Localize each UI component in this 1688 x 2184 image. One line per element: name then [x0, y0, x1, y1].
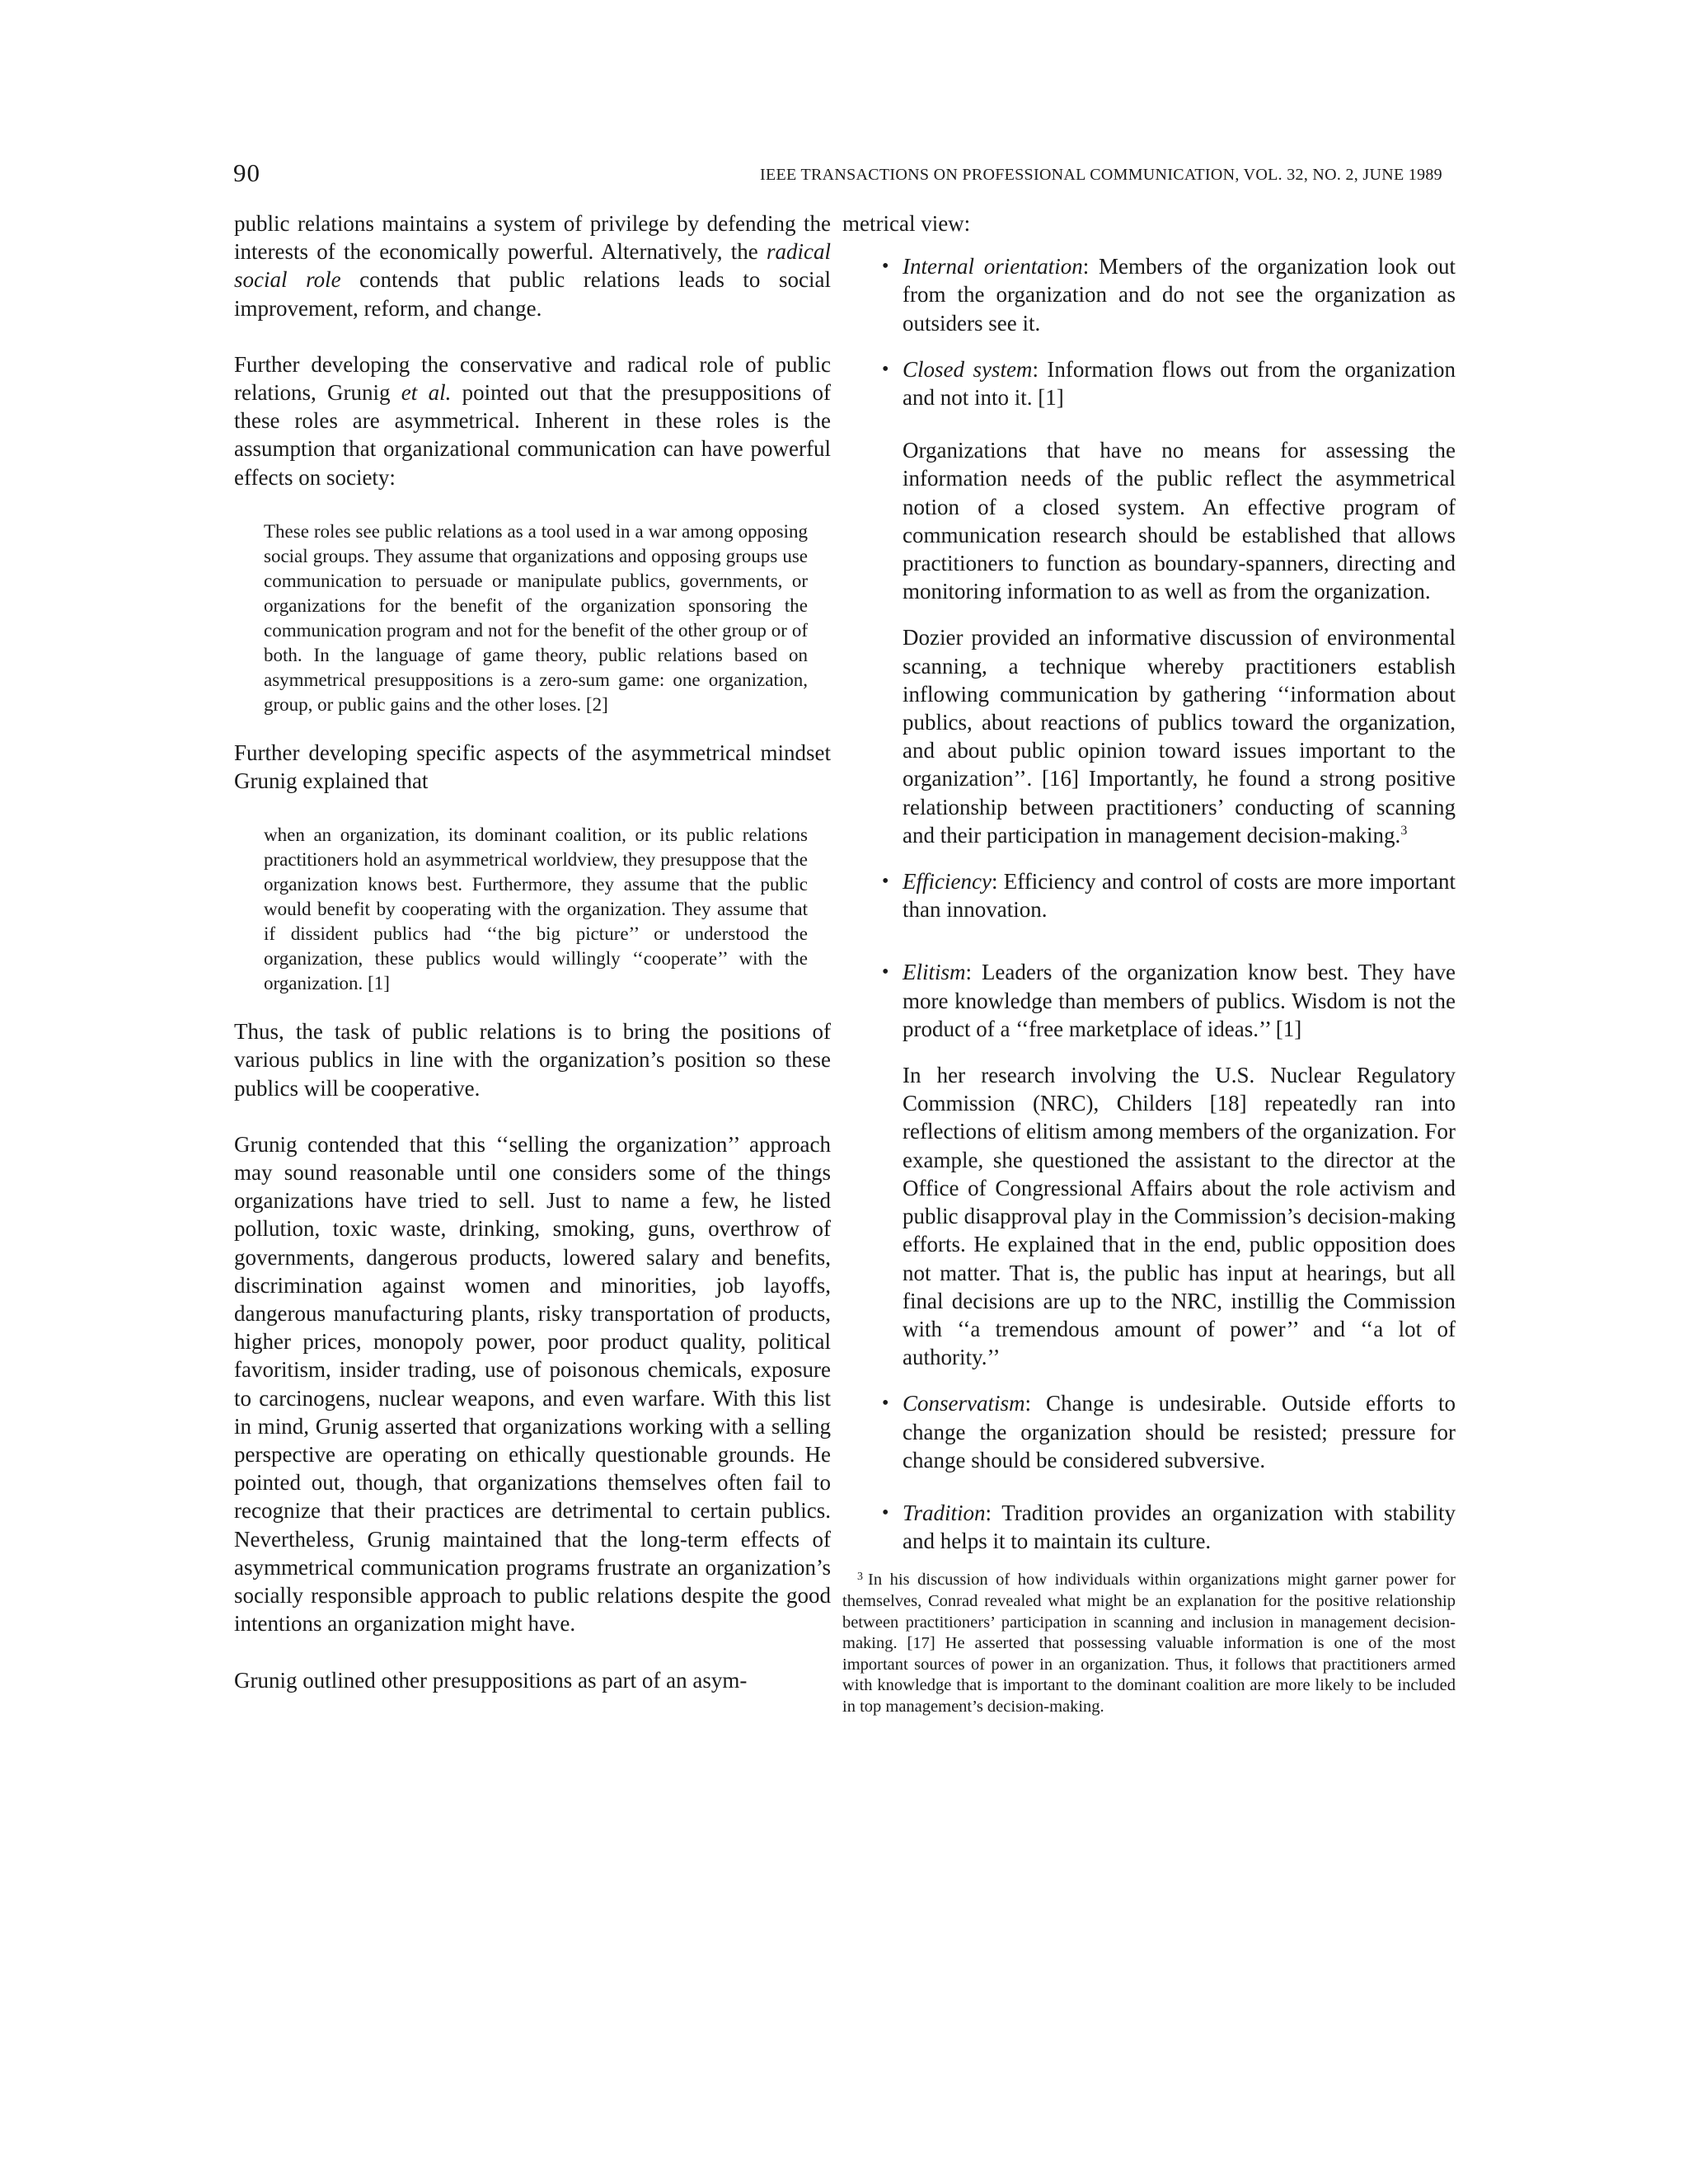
footnote-3	[842, 1566, 1456, 1717]
italic-term: et al.	[401, 380, 452, 406]
footnote-mark: 3	[857, 1571, 863, 1584]
bullet-internal-orientation	[842, 252, 1456, 337]
running-head: IEEE TRANSACTIONS ON PROFESSIONAL COMMUNICATION, VOL. 32, NO. 2, JUNE 1989	[760, 166, 1442, 184]
bullet-elitism	[842, 958, 1456, 1043]
paragraph-selling-organization: Grunig contended that this ‘‘selling the organization’’ approach may sound reasonable until one considers some of the things organizations have tried to sell. Just to name a few, he listed pollution, toxic waste, drinking, smoking, guns, overthrow of governments, dangerous products, lowered salary and benefits, discrimination against women and minorities, job layoffs, dangerous manufacturing plants, risky transportation of products, higher prices, monopoly power, poor product quality, political favoritism, insider trading, use of poisonous chemicals, exposure to carcinogens, nuclear weapons, and even warfare. With this list in mind, Grunig asserted that organizations working with a selling perspective are operating on ethically questionable grounds. He pointed out, though, that organizations themselves often fail to recognize that their practices are detrimental to certain publics. Nevertheless, Grunig maintained that the long-term effects of asymmetrical communication programs frustrate an organization’s socially responsible approach to public relations despite the good intentions an organization might have.	[234, 1131, 831, 1637]
bullet-term: Closed system	[903, 356, 1033, 382]
paragraph-continuation: metrical view:	[842, 211, 971, 236]
paragraph-text: pointed out that the presuppositions of these roles are asymmetrical. Inherent in these roles is the assumption that organizational communication can have powerful effects on society:	[234, 380, 831, 490]
italic-term: radical social role	[234, 239, 831, 293]
paragraph-presuppositions: Grunig outlined other presuppositions as part of an asym-	[234, 1667, 748, 1693]
bullet-term: Internal orientation	[903, 254, 1083, 279]
bullet-term: Tradition	[903, 1500, 986, 1525]
bullet-icon: •	[882, 961, 889, 984]
bullet-term: Efficiency	[903, 869, 992, 895]
bullet-text: : Information flows out from the organization and not into it. [1]	[903, 356, 1456, 411]
paragraph-closed-system: Organizations that have no means for assessing the information needs of the public reflect the asymmetrical notion of a closed system. An effective program of communication research should be established that allows practitioners to function as boundary-spanners, directing and monitoring information to as well as from the organization.	[903, 438, 1456, 604]
paragraph-text: public relations maintains a system of privilege by defending the interests of the economically powerful. Alternatively, the	[234, 211, 831, 265]
bullet-text: : Change is undesirable. Outside efforts to change the organization should be resisted; pressure for change should be considered subversive.	[903, 1391, 1456, 1472]
paragraph-task: Thus, the task of public relations is to bring the positions of various publics in line with the organization’s position so these publics will be cooperative.	[234, 1019, 831, 1101]
paragraph-dozier	[903, 623, 1456, 849]
bullet-icon: •	[882, 256, 889, 278]
paragraph-grunig-roles	[234, 350, 831, 491]
paragraph-asymmetrical-mindset: Further developing specific aspects of the asymmetrical mindset Grunig explained that	[234, 740, 831, 794]
paragraph-text: Dozier provided an informative discussion of environmental scanning, a technique whereby practitioners establish inflowing communication by gathering ‘‘information about publics, about reactions of publics toward the organization, and about public opinion toward issues important to the organization’’. [16] Importantly, he found a strong positive relationship between practitioners’ conducting of scanning and their participation in management decision-making.	[903, 625, 1456, 848]
bullet-text: : Members of the organization look out from the organization and do not see the organization as outsiders see it.	[903, 254, 1456, 336]
right-column	[842, 209, 1456, 1717]
paragraph-text: contends that public relations leads to social improvement, reform, and change.	[234, 267, 831, 321]
paragraph-privilege	[234, 209, 831, 322]
bullet-icon: •	[882, 358, 889, 380]
bullet-term: Elitism	[903, 960, 966, 985]
block-quote-zero-sum: These roles see public relations as a tool used in a war among opposing social groups. They assume that organizations and opposing groups use communication to persuade or manipulate publics, governments, or organizations for the benefit of the organization sponsoring the communication program and not for the benefit of the other group or of both. In the language of game theory, public relations based on asymmetrical presuppositions is a zero-sum game: one organization, group, or public gains and the other loses. [2]	[264, 520, 808, 715]
paragraph-childers: In her research involving the U.S. Nuclear Regulatory Commission (NRC), Childers [18] repeatedly ran into reflections of elitism among members of the organization. For example, she questioned the assistant to the director at the Office of Congressional Affairs about the role activism and public disapproval play in the Commission’s decision-making efforts. He explained that in the end, public opposition does not matter. That is, the public has input at hearings, but all final decisions are up to the NRC, instillig the Commission with ‘‘a tremendous amount of power’’ and ‘‘a lot of authority.’’	[903, 1063, 1456, 1370]
bullet-conservatism	[842, 1389, 1456, 1474]
block-quote-worldview: when an organization, its dominant coalition, or its public relations practitioners hold an asymmetrical worldview, they presuppose that the organization knows best. Furthermore, they assume that the public would benefit by cooperating with the organization. They assume that if dissident publics had ‘‘the big picture’’ or understood the organization, these publics would willingly ‘‘cooperate’’ with the organization. [1]	[264, 824, 808, 994]
bullet-closed-system	[842, 355, 1456, 411]
bullet-text: : Leaders of the organization know best. They have more knowledge than members of publics. Wisdom is not the product of a ‘‘free marketplace of ideas.’’ [1]	[903, 960, 1456, 1041]
paragraph-text: Further developing the conservative and radical role of public relations, Grunig	[234, 351, 831, 406]
bullet-icon: •	[882, 1393, 889, 1415]
left-column	[234, 209, 831, 1722]
footnote-text: In his discussion of how individuals within organizations might garner power for themselves, Conrad revealed what might be an explanation for the positive relationship between practitioners’ participation in scanning and inclusion in management decision-making. [17] He asserted that possessing valuable information is one of the most important sources of power in an organization. Thus, it follows that practitioners armed with knowledge that is important to the dominant coalition are more likely to be included in top management’s decision-making.	[842, 1571, 1456, 1716]
bullet-text: : Efficiency and control of costs are more important than innovation.	[903, 869, 1456, 923]
bullet-tradition	[842, 1499, 1456, 1555]
footnote-reference: 3	[1400, 823, 1408, 838]
bullet-icon: •	[882, 871, 889, 893]
bullet-icon: •	[882, 1501, 889, 1524]
page-number: 90	[233, 158, 260, 187]
bullet-efficiency	[842, 867, 1456, 923]
bullet-term: Conservatism	[903, 1391, 1025, 1416]
bullet-text: : Tradition provides an organization with stability and helps it to maintain its culture.	[903, 1500, 1456, 1554]
